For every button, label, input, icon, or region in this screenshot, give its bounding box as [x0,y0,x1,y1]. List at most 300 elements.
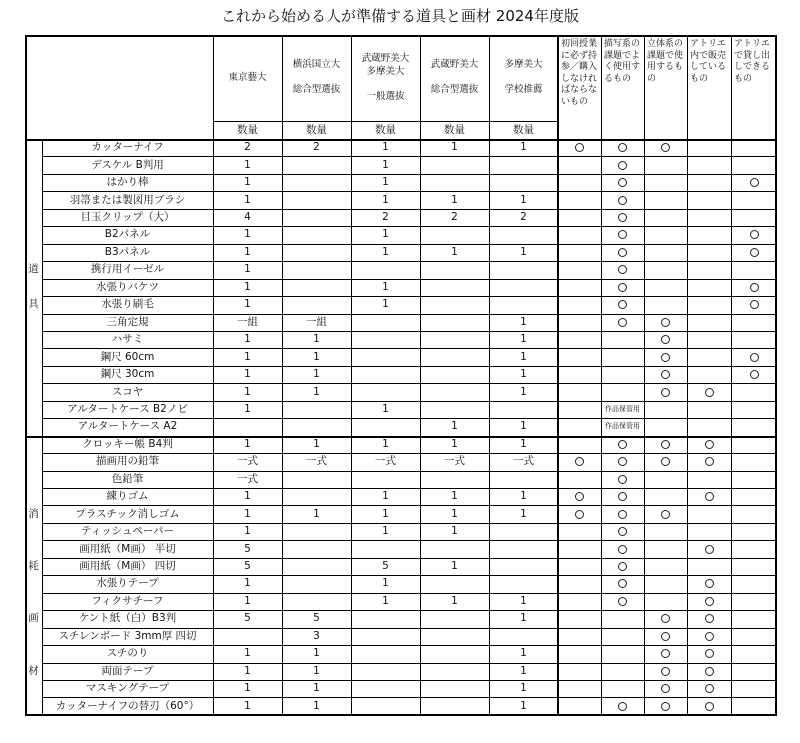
flag-cell [687,383,731,400]
flag-cell [644,680,687,697]
check-circle-icon [750,370,759,379]
qty-cell: 1 [382,141,389,154]
check-circle-icon [618,196,627,205]
row-line [42,558,777,559]
check-circle-icon [661,614,670,623]
item-name: カッターナイフ [91,141,164,154]
check-circle-icon [661,457,670,466]
item-name: 練りゴム [106,490,149,503]
col-line [731,35,732,715]
row-line [42,628,777,629]
qty-cell: 1 [244,368,251,381]
qty-cell: 1 [382,594,389,607]
check-circle-icon [750,178,759,187]
qty-cell [351,663,420,680]
col-line [644,35,645,715]
qty-cell: 5 [382,560,389,573]
row-line [42,209,777,210]
check-circle-icon [618,265,627,274]
qty-cell: 1 [313,333,320,346]
qty-cell: 1 [244,577,251,590]
qty-cell: 1 [382,402,389,415]
item-name: 水張りテープ [96,577,159,590]
row-line [42,453,777,454]
qty-cell: 1 [244,699,251,712]
item-name: 両面テープ [101,664,154,677]
qty-cell: 1 [451,525,458,538]
flag-cell [601,156,644,173]
check-circle-icon [618,545,627,554]
qty-cell: 1 [382,437,389,450]
flag-header: 描写系の 課題でよ く使用す るもの [604,39,641,84]
item-name: ケント紙（白）B3判 [78,612,177,625]
check-circle-icon [705,597,714,606]
check-circle-icon [705,667,714,676]
item-name: スコヤ [111,385,144,398]
qty-cell: 1 [244,228,251,241]
qty-cell [489,628,558,645]
row-line [42,697,777,698]
qty-cell [420,680,489,697]
qty-cell: 1 [244,647,251,660]
qty-cell [351,471,420,488]
table-border-bottom [25,714,777,716]
flag-cell [644,628,687,645]
flag-cell [687,540,731,557]
flag-cell [644,139,687,156]
qty-header: 数量 [513,123,534,136]
check-circle-icon [575,457,584,466]
flag-cell [601,139,644,156]
flag-cell [731,174,777,191]
item-name: 色鉛筆 [111,472,144,485]
row-line [42,401,777,402]
item-name: スチのり [106,647,149,660]
flag-cell [687,488,731,505]
qty-cell: 1 [244,664,251,677]
qty-cell [282,593,351,610]
flag-cell [644,436,687,453]
qty-cell: 1 [382,280,389,293]
univ-header: 横浜国立大 総合型選抜 [292,59,341,96]
col-line [282,35,283,715]
item-name: 水張りバケツ [96,280,159,293]
qty-cell: 2 [451,211,458,224]
qty-cell: 1 [451,193,458,206]
flag-cell [601,261,644,278]
check-circle-icon [618,178,627,187]
qty-cell: 1 [313,699,320,712]
qty-cell: 1 [244,507,251,520]
flag-cell [687,436,731,453]
qty-cell: 5 [244,560,251,573]
item-name: カッターナイフの替刃（60°） [55,699,200,712]
qty-cell [351,418,420,435]
qty-cell: 1 [520,315,527,328]
qty-cell [282,209,351,226]
item-name: マスキングテープ [85,682,170,695]
qty-cell [420,331,489,348]
qty-cell [282,558,351,575]
item-name: 鋼尺 60cm [100,350,155,363]
flag-cell [644,383,687,400]
qty-cell: 1 [520,647,527,660]
flag-cell [687,645,731,662]
qty-cell [351,628,420,645]
qty-cell: 1 [244,402,251,415]
flag-header: 立体系の 課題で使 用するも の [647,39,684,84]
check-circle-icon [618,579,627,588]
row-line [42,383,777,384]
check-circle-icon [661,667,670,676]
col-line [489,35,490,715]
flag-cell [601,279,644,296]
qty-cell [489,279,558,296]
flag-cell [558,505,601,522]
check-circle-icon [661,353,670,362]
row-line [42,593,777,594]
item-name: 描画用の鉛筆 [96,455,159,468]
check-circle-icon [661,370,670,379]
flag-cell [558,139,601,156]
flag-cell [601,453,644,470]
section-divider-line [557,35,559,715]
item-name: クロッキー帳 B4判 [82,437,173,450]
check-circle-icon [618,283,627,292]
flag-header: アトリエ で貸し出 しできる もの [734,39,771,84]
qty-cell [489,156,558,173]
item-name: B3パネル [104,245,151,258]
table-border-right [775,35,777,715]
qty-cell [282,174,351,191]
flag-cell [558,453,601,470]
item-name: アルタートケース B2ノビ [67,402,188,415]
check-circle-icon [618,527,627,536]
check-circle-icon [618,230,627,239]
qty-cell: 一式 [306,455,327,468]
qty-cell: 4 [244,211,251,224]
flag-note: 作品保管用 [605,422,640,431]
qty-cell: 1 [451,437,458,450]
item-name: ティッシュペーパー [81,525,174,538]
flag-cell [644,453,687,470]
item-name: 画用紙（M画） 四切 [79,560,176,573]
check-circle-icon [750,230,759,239]
qty-cell: 1 [244,280,251,293]
row-line [42,191,777,192]
qty-cell [282,401,351,418]
qty-cell: 1 [382,228,389,241]
flag-cell [644,663,687,680]
qty-cell [489,575,558,592]
qty-cell [351,314,420,331]
check-circle-icon [750,283,759,292]
qty-cell: 1 [451,245,458,258]
header-bottom-line [25,139,777,141]
flag-cell [601,209,644,226]
flag-cell [601,471,644,488]
qty-cell: 1 [244,437,251,450]
univ-header: 東京藝大 [228,71,267,83]
check-circle-icon [705,649,714,658]
table-border-left [25,35,27,715]
check-circle-icon [618,248,627,257]
qty-cell: 1 [520,612,527,625]
qty-cell: 1 [451,560,458,573]
qty-cell: 一式 [444,455,465,468]
qty-cell: 1 [520,682,527,695]
group-label: 道 [28,263,39,276]
qty-cell: 1 [313,350,320,363]
qty-cell: 1 [520,368,527,381]
qty-cell: 1 [313,507,320,520]
qty-cell: 1 [244,263,251,276]
qty-header: 数量 [375,123,396,136]
qty-cell: 1 [520,420,527,433]
item-name: B2パネル [104,228,151,241]
group-label: 材 [28,664,39,677]
flag-cell [601,540,644,557]
qty-cell: 1 [382,298,389,311]
qty-cell: 5 [244,612,251,625]
flag-cell [601,488,644,505]
qty-cell: 2 [313,141,320,154]
col-line [213,35,214,715]
flag-cell [644,348,687,365]
check-circle-icon [575,510,584,519]
qty-cell: 5 [313,612,320,625]
check-circle-icon [661,702,670,711]
qty-cell: 1 [313,647,320,660]
check-circle-icon [705,684,714,693]
check-circle-icon [661,143,670,152]
table-border-top [25,35,777,37]
qty-cell: 1 [313,368,320,381]
check-circle-icon [618,213,627,222]
flag-header: アトリエ 内で販売 している もの [690,39,727,84]
item-name: 水張り刷毛 [101,298,154,311]
row-line [42,156,777,157]
qty-cell: 一式 [237,455,258,468]
flag-cell [601,296,644,313]
univ-header: 多摩美大 学校推薦 [504,59,543,96]
qty-cell [420,174,489,191]
qty-cell [420,610,489,627]
qty-cell [420,314,489,331]
flag-cell [601,436,644,453]
check-circle-icon [661,632,670,641]
item-name: アルタートケース A2 [77,420,178,433]
flag-cell [644,314,687,331]
qty-cell [282,471,351,488]
qty-cell: 1 [382,507,389,520]
qty-cell [489,296,558,313]
flag-cell [601,593,644,610]
qty-cell [489,558,558,575]
check-circle-icon [661,440,670,449]
qty-cell [351,261,420,278]
qty-cell: 一式 [237,472,258,485]
qty-cell [282,244,351,261]
check-circle-icon [618,161,627,170]
flag-cell [687,697,731,714]
qty-cell [420,296,489,313]
qty-cell [213,628,282,645]
qty-cell: 2 [244,141,251,154]
univ-header: 武蔵野美大 総合型選抜 [430,59,479,96]
qty-cell: 1 [451,507,458,520]
qty-cell: 1 [520,437,527,450]
check-circle-icon [705,492,714,501]
qty-cell: 1 [520,664,527,677]
qty-cell [420,663,489,680]
check-circle-icon [618,597,627,606]
flag-cell [687,610,731,627]
qty-cell [282,296,351,313]
flag-cell [731,296,777,313]
group-label: 消 [28,507,39,520]
qty-header: 数量 [237,123,258,136]
qty-cell: 1 [382,193,389,206]
flag-cell [601,174,644,191]
group-split-line [25,436,777,438]
check-circle-icon [750,300,759,309]
check-circle-icon [705,388,714,397]
check-circle-icon [575,143,584,152]
qty-cell [282,191,351,208]
qty-cell: 1 [313,437,320,450]
qty-cell [489,540,558,557]
group-label: 具 [28,298,39,311]
check-circle-icon [618,143,627,152]
flag-cell [601,505,644,522]
flag-cell [601,226,644,243]
group-label: 耗 [28,560,39,573]
qty-cell: 1 [520,333,527,346]
qty-cell: 1 [451,594,458,607]
header-sub-line [213,121,558,122]
qty-cell [489,226,558,243]
flag-cell [644,697,687,714]
qty-cell [420,628,489,645]
check-circle-icon [661,335,670,344]
qty-cell [282,279,351,296]
qty-cell [282,540,351,557]
item-name: 目玉クリップ（大） [80,211,175,224]
item-name: はかり棒 [106,176,149,189]
qty-cell: 1 [244,245,251,258]
qty-cell: 1 [382,245,389,258]
check-circle-icon [618,562,627,571]
item-name: 三角定規 [106,315,149,328]
check-circle-icon [661,649,670,658]
check-circle-icon [705,457,714,466]
row-line [42,226,777,227]
row-line [42,575,777,576]
row-line [42,279,777,280]
qty-cell: 1 [244,298,251,311]
flag-cell [731,279,777,296]
qty-cell: 1 [520,193,527,206]
check-circle-icon [618,300,627,309]
check-circle-icon [618,492,627,501]
flag-cell [601,523,644,540]
check-circle-icon [661,510,670,519]
qty-cell [213,418,282,435]
qty-cell [489,261,558,278]
item-name: スチレンボード 3mm厚 四切 [58,629,197,642]
flag-cell [601,558,644,575]
check-circle-icon [750,248,759,257]
qty-cell [282,488,351,505]
flag-cell [644,645,687,662]
flag-cell [731,366,777,383]
qty-cell: 2 [382,211,389,224]
check-circle-icon [618,510,627,519]
qty-cell [351,645,420,662]
row-line [42,663,777,664]
qty-cell [489,523,558,540]
qty-cell [351,383,420,400]
item-name: デスケル B判用 [91,158,164,171]
check-circle-icon [705,440,714,449]
qty-cell: 一式 [375,455,396,468]
qty-cell [420,383,489,400]
flag-cell [687,575,731,592]
row-line [42,488,777,489]
qty-cell: 3 [313,629,320,642]
check-circle-icon [618,318,627,327]
flag-cell [644,366,687,383]
col-line [420,35,421,715]
row-line [42,348,777,349]
qty-header: 数量 [306,123,327,136]
qty-cell [420,540,489,557]
check-circle-icon [750,353,759,362]
row-line [42,366,777,367]
row-line [42,331,777,332]
row-line [42,296,777,297]
row-line [42,505,777,506]
group-col-line [42,139,43,715]
qty-cell: 1 [313,682,320,695]
qty-cell [420,575,489,592]
item-name: プラスチック消しゴム [75,507,180,520]
qty-cell: 1 [244,490,251,503]
flag-cell [731,244,777,261]
qty-cell [351,331,420,348]
qty-cell [420,279,489,296]
check-circle-icon [661,318,670,327]
check-circle-icon [618,440,627,449]
qty-cell [420,156,489,173]
qty-cell: 1 [451,490,458,503]
qty-cell [489,174,558,191]
qty-cell: 1 [520,141,527,154]
qty-cell: 1 [313,664,320,677]
qty-cell: 1 [244,594,251,607]
qty-cell: 1 [382,525,389,538]
qty-cell: 1 [244,193,251,206]
flag-cell [731,226,777,243]
qty-cell: 一組 [306,315,327,328]
qty-cell [351,366,420,383]
qty-cell [420,366,489,383]
check-circle-icon [705,702,714,711]
flag-cell [644,505,687,522]
row-line [42,418,777,419]
qty-cell [282,261,351,278]
